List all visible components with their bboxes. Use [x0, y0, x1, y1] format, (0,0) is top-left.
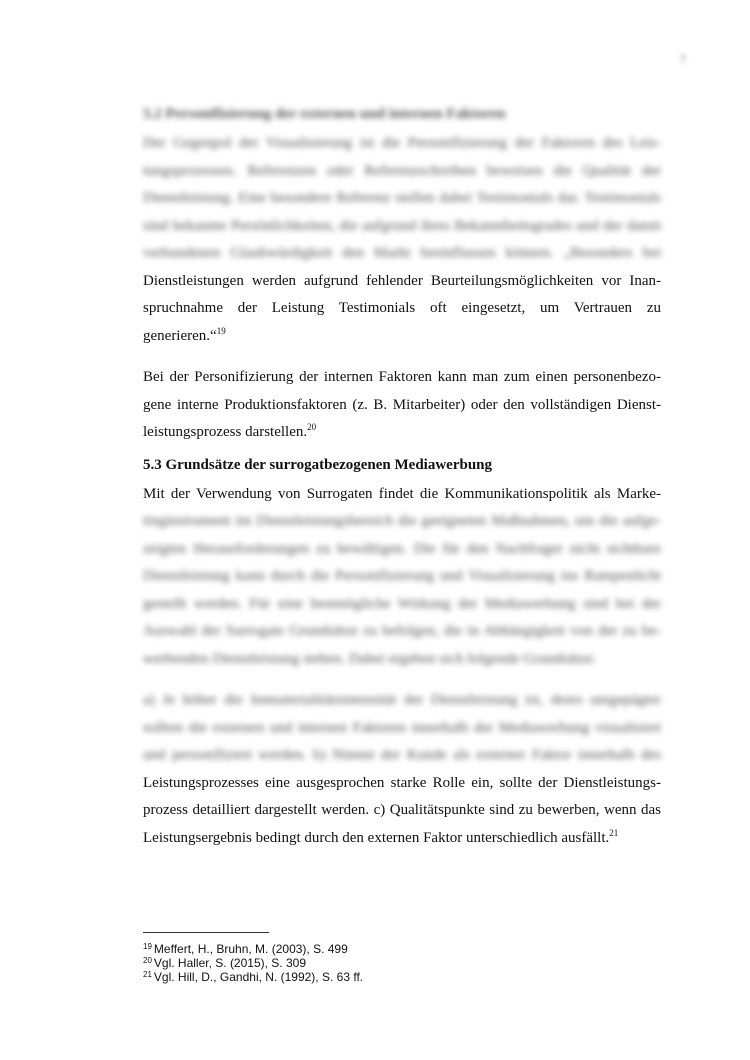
text-line: [143, 825, 661, 853]
text-line: Dienstleistung. Eine besondere Referenz stellen dabei Testimonials dar. Testimonials: [143, 190, 661, 206]
footnote-text: Meffert, H., Bruhn, M. (2003), S. 499: [153, 942, 348, 956]
paragraph-5-3-1: [143, 481, 661, 674]
text-line: sollten die externen und internen Faktoren innerhalb der Mediawerbung visualisiert: [143, 719, 661, 736]
footnote-item: [143, 970, 661, 984]
text-span: leistungsprozess darstellen.: [143, 424, 308, 440]
page-number: 7: [679, 52, 686, 67]
text-line: verbundenen Glaubwürdigkeit den Markt beeinflussen können. „Besonders bei: [143, 245, 661, 261]
text-line: tinginstrument im Dienstleistungsbereich die geeigneten Maßnahmen, um die aufge-: [143, 513, 661, 529]
footnote-ref: 20: [307, 422, 317, 432]
text-line: werbenden Dienstleistung stehen. Dabei ergeben sich folgende Grundsätze:: [143, 650, 596, 667]
text-line: Bei der Personifizierung der internen Faktoren kann man zum einen personenbezo-: [143, 369, 661, 385]
text-line: gestellt werden. Für eine bestmögliche Wirkung der Mediawerbung sind bei der: [143, 595, 661, 612]
paragraph-5-2-1: [143, 130, 661, 350]
text-line: Auswahl der Surrogate Grundsätze zu befolgen, die in Abhängigkeit von der zu be-: [143, 623, 661, 639]
paragraph-5-2-2: [143, 364, 661, 447]
text-line: Dienstleistung kann durch die Personifizierung und Visualisierung ins Rampenlicht: [143, 568, 661, 584]
footnote-item: [143, 942, 661, 956]
text-line: Mit der Verwendung von Surrogaten findet die Kommunikationspolitik als Marke-: [143, 485, 661, 502]
section-heading-5-2: 5.2 Personifizierung der externen und internen Faktoren: [143, 106, 506, 122]
text-line: und personifiziert werden. b) Nimmt der Kunde als externer Faktor innerhalb des: [143, 747, 661, 763]
text-line: tungsprozesses. Referenzen oder Referenzschreiben beweisen die Qualität der: [143, 162, 661, 179]
text-line: a) Je höher die Immaterialitätsintensität der Dienstleistung ist, desto umgepägter: [143, 692, 661, 708]
text-line: sind bekannte Persönlichkeiten, die aufgrund ihres Bekanntheitsgrades und der damit: [143, 217, 661, 234]
section-heading-5-3: 5.3 Grundsätze der surrogatbezogenen Mediawerbung: [143, 456, 493, 473]
document-body: [143, 104, 661, 852]
text-line: [143, 323, 661, 351]
text-line: Dienstleistungen werden aufgrund fehlender Beurteilungsmöglichkeiten vor Inan-: [143, 272, 661, 289]
footnote-ref: 21: [609, 827, 619, 838]
text-span: generieren.“: [143, 327, 217, 344]
footnote-text: Vgl. Hill, D., Gandhi, N. (1992), S. 63 ff.: [153, 970, 364, 984]
footnotes: [143, 932, 661, 984]
footnote-number: 19: [143, 942, 152, 951]
footnote-divider: [143, 932, 269, 933]
text-line: prozess detailliert dargestellt werden. c) Qualitätspunkte sind zu bewerben, wenn das: [143, 802, 661, 818]
text-line: [143, 419, 661, 447]
footnote-number: 20: [143, 956, 152, 965]
text-line: Leistungsprozesses eine ausgesprochen starke Rolle ein, sollte der Dienstleistungs-: [143, 774, 661, 791]
text-span: Leistungsergebnis bedingt durch den externen Faktor unterschiedlich ausfällt.: [143, 829, 610, 846]
footnote-number: 21: [143, 970, 152, 979]
footnote-text: Vgl. Haller, S. (2015), S. 309: [153, 956, 306, 970]
text-line: zeigten Herausforderungen zu bewältigen. Die für den Nachfrager nicht sichtbare: [143, 540, 661, 557]
footnote-item: [143, 956, 661, 970]
text-line: Der Gegenpol der Visualisierung ist die Personifizierung der Faktoren des Leis-: [143, 135, 661, 151]
text-line: spruchnahme der Leistung Testimonials oft eingesetzt, um Vertrauen zu: [143, 300, 661, 316]
paragraph-5-3-2: [143, 687, 661, 852]
text-line: gene interne Produktionsfaktoren (z. B. Mitarbeiter) oder den vollständigen Dienst-: [143, 396, 661, 413]
footnote-ref: 19: [216, 325, 226, 336]
